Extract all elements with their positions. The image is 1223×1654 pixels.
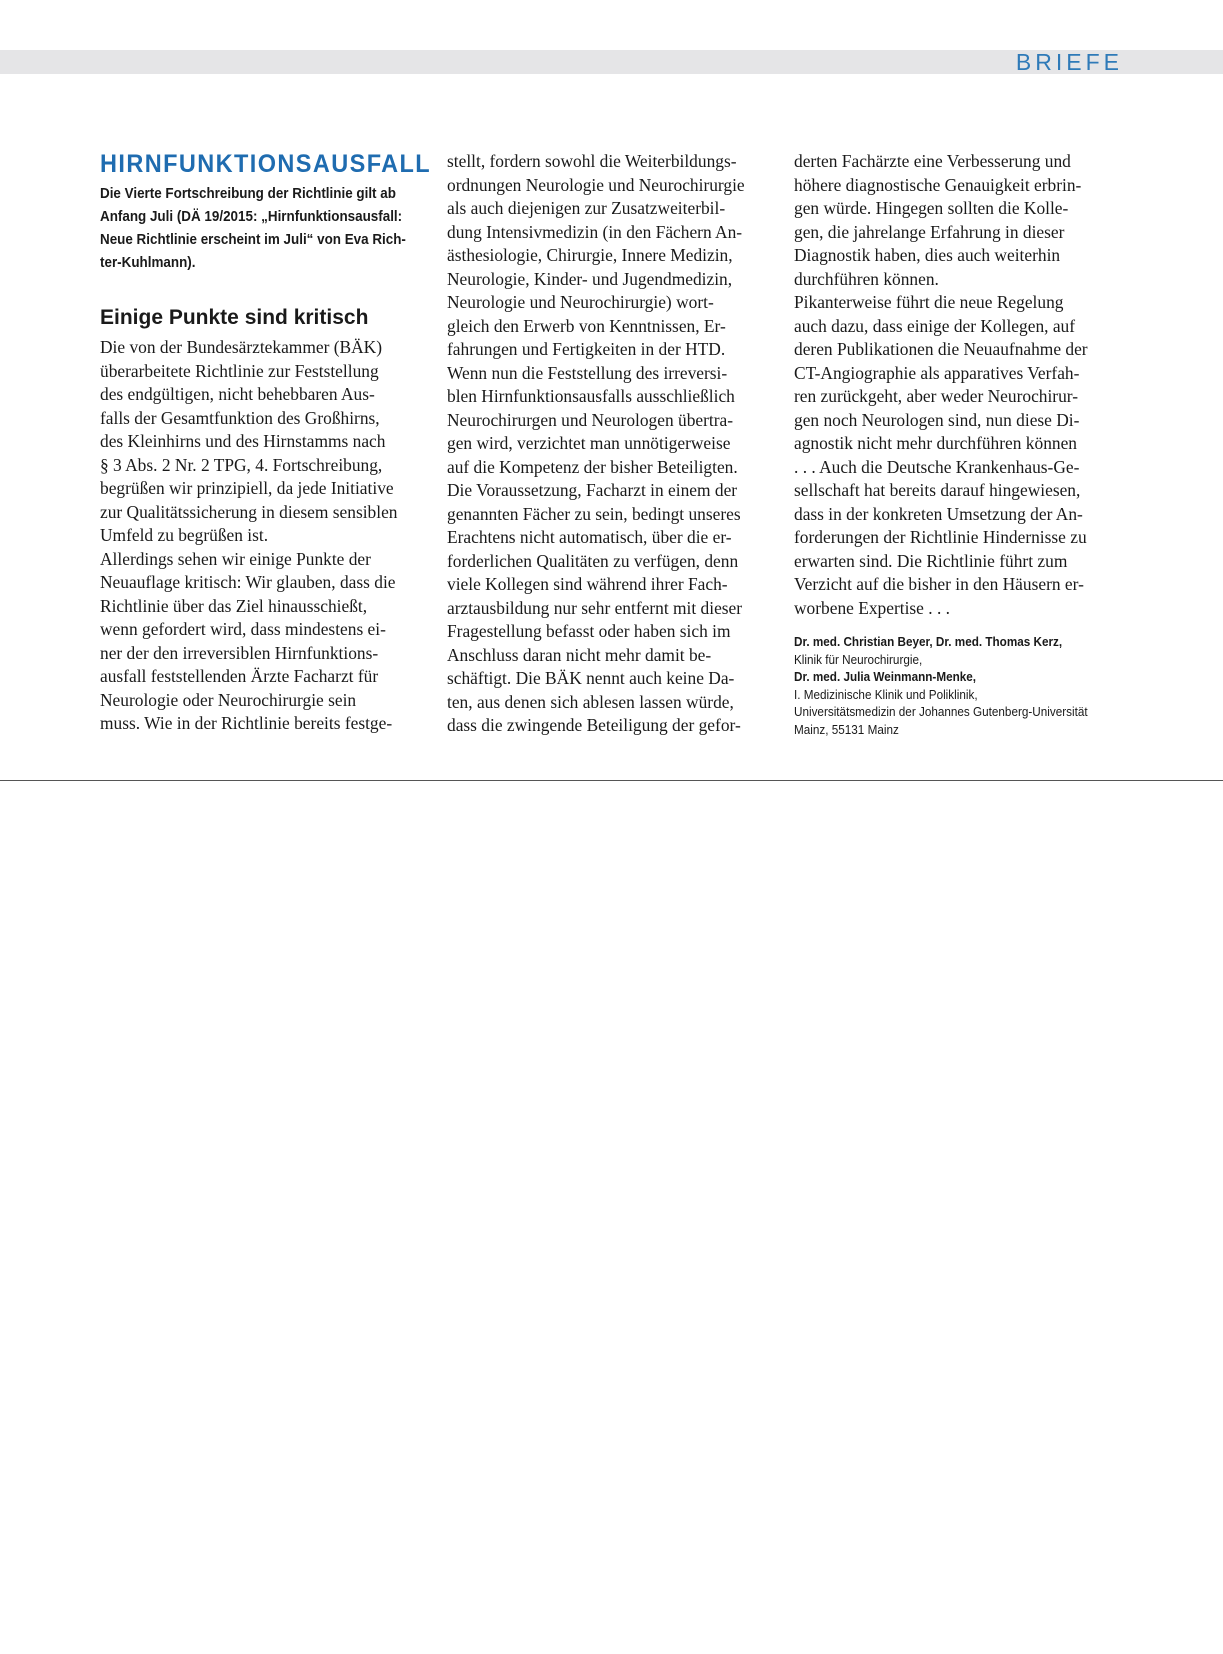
intro-line: Anfang Juli (DÄ 19/2015: „Hirnfunktionsausfall: [100, 209, 403, 225]
text-line: des Kleinhirns und des Hirnstamms nach [100, 431, 386, 451]
text-line: schäftigt. Die BÄK nennt auch keine Da- [447, 668, 735, 688]
text-line: Wenn nun die Feststellung des irreversi- [447, 362, 728, 383]
text-line: viele Kollegen sind während ihrer Fach- [447, 574, 728, 594]
text-line: . . . Auch die Deutsche Krankenhaus-Ge- [794, 456, 1080, 477]
text-line: Richtlinie über das Ziel hinausschießt, [100, 595, 368, 616]
signature-affiliation: Universitätsmedizin der Johannes Gutenberg-Universität [794, 705, 1088, 719]
text-line: dung Intensivmedizin (in den Fächern An- [447, 221, 743, 242]
text-line: Diagnostik haben, dies auch weiterhin [794, 245, 1061, 265]
text-line: blen Hirnfunktionsausfalls ausschließlich [447, 386, 735, 406]
text-line: erwarten sind. Die Richtlinie führt zum [794, 550, 1068, 571]
section-label: BRIEFE [1015, 49, 1123, 75]
text-line: Erachtens nicht automatisch, über die er- [447, 527, 732, 547]
text-line: auf die Kompetenz der bisher Beteiligten. [447, 456, 738, 477]
text-line: agnostik nicht mehr durchführen können [794, 433, 1078, 453]
text-line: Neurologie und Neurochirurgie) wort- [447, 292, 714, 312]
text-line: Die Voraussetzung, Facharzt in einem der [447, 480, 738, 500]
text-line: Anschluss daran nicht mehr damit be- [447, 644, 712, 665]
text-line: forderlichen Qualitäten zu verfügen, denn [447, 550, 739, 571]
text-line: ausfall feststellenden Ärzte Facharzt für [100, 666, 379, 686]
text-line: ästhesiologie, Chirurgie, Innere Medizin, [447, 245, 733, 265]
text-line: ren zurückgeht, aber weder Neurochirur- [794, 386, 1079, 406]
signature-address: Mainz, 55131 Mainz [794, 722, 899, 737]
topic-heading: HIRNFUNKTIONSAUSFALL [100, 150, 432, 178]
text-line: ner der den irreversiblen Hirnfunktions- [100, 642, 379, 663]
text-line: falls der Gesamtfunktion des Großhirns, [100, 407, 380, 428]
text-line: stellt, fordern sowohl die Weiterbildungs- [447, 151, 737, 171]
text-line: gen noch Neurologen sind, nun diese Di- [794, 409, 1080, 430]
column-2 [447, 150, 777, 738]
text-line: dass die zwingende Beteiligung der gefor- [447, 715, 741, 735]
text-line: dass in der konkreten Umsetzung der An- [794, 503, 1083, 524]
text-line: gen wird, verzichtet man unnötigerweise [447, 433, 731, 453]
signature-authors: Dr. med. Julia Weinmann-Menke, [794, 670, 977, 684]
text-line: Verzicht auf die bisher in den Häusern er- [794, 574, 1084, 594]
text-line: gleich den Erwerb von Kenntnissen, Er- [447, 315, 726, 336]
intro-line: Neue Richtlinie erscheint im Juli“ von Eva Rich- [100, 232, 406, 248]
text-line: Pikanterweise führt die neue Regelung [794, 292, 1064, 312]
column-1-text [100, 336, 430, 736]
text-line: ten, aus denen sich ablesen lassen würde, [447, 691, 734, 712]
text-line: als auch diejenigen zur Zusatzweiterbil- [447, 198, 726, 218]
text-line: ordnungen Neurologie und Neurochirurgie [447, 174, 745, 195]
text-line: arztausbildung nur sehr entfernt mit dieser [447, 597, 743, 618]
text-line: auch dazu, dass einige der Kollegen, auf [794, 315, 1076, 336]
text-line: muss. Wie in der Richtlinie bereits festge- [100, 713, 393, 733]
text-line: genannten Fächer zu sein, bedingt unseres [447, 503, 741, 524]
text-line: CT-Angiographie als apparatives Verfah- [794, 362, 1080, 383]
column-3 [794, 150, 1124, 739]
intro-line: Die Vierte Fortschreibung der Richtlinie gilt ab [100, 186, 396, 202]
text-line: Fragestellung befasst oder haben sich im [447, 621, 731, 641]
text-line: durchführen können. [794, 268, 939, 289]
text-line: begrüßen wir prinzipiell, da jede Initiative [100, 478, 394, 498]
text-line: Allerdings sehen wir einige Punkte der [100, 548, 371, 569]
text-line: Neurologie oder Neurochirurgie sein [100, 689, 357, 710]
text-line: Neurochirurgen und Neurologen übertra- [447, 409, 734, 430]
text-line: § 3 Abs. 2 Nr. 2 TPG, 4. Fortschreibung, [100, 454, 383, 475]
text-line: Neurologie, Kinder- und Jugendmedizin, [447, 268, 733, 289]
signature-affiliation: Klinik für Neurochirurgie, [794, 652, 923, 667]
text-line: forderungen der Richtlinie Hindernisse zu [794, 527, 1087, 547]
text-line: gen, die jahrelange Erfahrung in dieser [794, 221, 1065, 242]
signature-authors: Dr. med. Christian Beyer, Dr. med. Thomas Kerz, [794, 635, 1063, 649]
text-line: derten Fachärzte eine Verbesserung und [794, 151, 1071, 171]
footer-rule [0, 780, 1223, 781]
text-line: Die von der Bundesärztekammer (BÄK) [100, 337, 383, 357]
intro-text [100, 183, 404, 275]
signature-affiliation: I. Medizinische Klinik und Poliklinik, [794, 687, 978, 702]
signature-block [794, 634, 1101, 739]
text-line: des endgültigen, nicht behebbaren Aus- [100, 384, 375, 404]
text-line: worbene Expertise . . . [794, 597, 950, 618]
text-line: fahrungen und Fertigkeiten in der HTD. [447, 339, 726, 359]
text-line: wenn gefordert wird, dass mindestens ei- [100, 619, 386, 639]
text-line: höhere diagnostische Genauigkeit erbrin- [794, 174, 1082, 195]
text-line: zur Qualitätssicherung in diesem sensiblen [100, 501, 398, 522]
text-line: deren Publikationen die Neuaufnahme der [794, 339, 1088, 359]
text-line: gen würde. Hingegen sollten die Kolle- [794, 198, 1069, 218]
text-line: Neuauflage kritisch: Wir glauben, dass die [100, 572, 396, 592]
text-line: überarbeitete Richtlinie zur Feststellung [100, 360, 379, 381]
text-line: sellschaft hat bereits darauf hingewiesen, [794, 480, 1081, 500]
intro-line: ter-Kuhlmann). [100, 255, 196, 271]
column-1 [100, 150, 430, 736]
letter-title: Einige Punkte sind kritisch [100, 306, 369, 329]
text-line: Umfeld zu begrüßen ist. [100, 525, 269, 545]
